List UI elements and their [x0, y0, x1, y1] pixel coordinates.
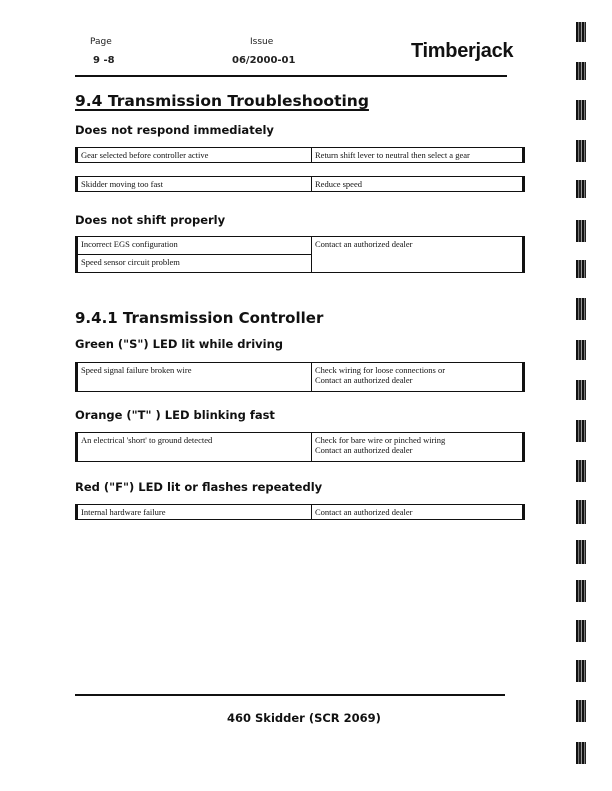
- table-remedy: Contact an authorized dealer: [315, 375, 413, 385]
- edge-mark: [576, 100, 586, 120]
- issue-value: 06/2000-01: [232, 55, 296, 66]
- edge-mark: [576, 620, 586, 642]
- header-rule: [75, 75, 507, 77]
- table-remedy: Reduce speed: [315, 179, 362, 189]
- edge-mark: [576, 298, 586, 320]
- edge-mark: [576, 460, 586, 482]
- edge-mark: [576, 260, 586, 278]
- group1-table-row1: [75, 147, 525, 163]
- section-title: 9.4 Transmission Troubleshooting: [75, 92, 369, 110]
- edge-mark: [576, 22, 586, 42]
- page-label: Page: [90, 37, 112, 47]
- table-cause: Skidder moving too fast: [81, 179, 163, 189]
- table-remedy: Contact an authorized dealer: [315, 239, 413, 249]
- edge-mark: [576, 742, 586, 764]
- footer-rule: [75, 694, 505, 696]
- table-cause: Speed sensor circuit problem: [81, 257, 180, 267]
- group5-heading: Red ("F") LED lit or flashes repeatedly: [75, 480, 323, 494]
- group2-table: [75, 236, 525, 273]
- group1-heading: Does not respond immediately: [75, 123, 274, 137]
- edge-mark: [576, 340, 586, 360]
- edge-mark: [576, 180, 586, 198]
- table-remedy: Contact an authorized dealer: [315, 445, 413, 455]
- edge-mark: [576, 660, 586, 682]
- edge-mark: [576, 500, 586, 524]
- table-cause: Gear selected before controller active: [81, 150, 209, 160]
- group1-table-row2: [75, 176, 525, 192]
- table-remedy: Check wiring for loose connections or: [315, 365, 446, 375]
- edge-mark: [576, 220, 586, 242]
- table-remedy: Contact an authorized dealer: [315, 507, 413, 517]
- group3-table: [75, 362, 525, 392]
- edge-mark: [576, 700, 586, 722]
- table-cause: Speed signal failure broken wire: [81, 365, 192, 375]
- group3-heading: Green ("S") LED lit while driving: [75, 337, 283, 351]
- table-cause: Internal hardware failure: [81, 507, 166, 517]
- group2-heading: Does not shift properly: [75, 213, 226, 227]
- subsection-title: 9.4.1 Transmission Controller: [75, 309, 324, 327]
- page-number: 9 -8: [93, 55, 115, 66]
- group4-table: [75, 432, 525, 462]
- table-cause: Incorrect EGS configuration: [81, 239, 178, 249]
- edge-mark: [576, 420, 586, 442]
- issue-label: Issue: [250, 37, 274, 47]
- table-cause: An electrical 'short' to ground detected: [81, 435, 213, 445]
- group5-table: [75, 504, 525, 520]
- edge-mark: [576, 580, 586, 602]
- edge-mark: [576, 62, 586, 80]
- brand-logo: Timberjack: [411, 40, 514, 62]
- edge-mark: [576, 140, 586, 162]
- table-remedy: Return shift lever to neutral then select a gear: [315, 150, 470, 160]
- edge-mark: [576, 380, 586, 400]
- group4-heading: Orange ("T" ) LED blinking fast: [75, 408, 275, 422]
- edge-mark: [576, 540, 586, 564]
- footer-text: 460 Skidder (SCR 2069): [227, 711, 381, 725]
- table-remedy: Check for bare wire or pinched wiring: [315, 435, 446, 445]
